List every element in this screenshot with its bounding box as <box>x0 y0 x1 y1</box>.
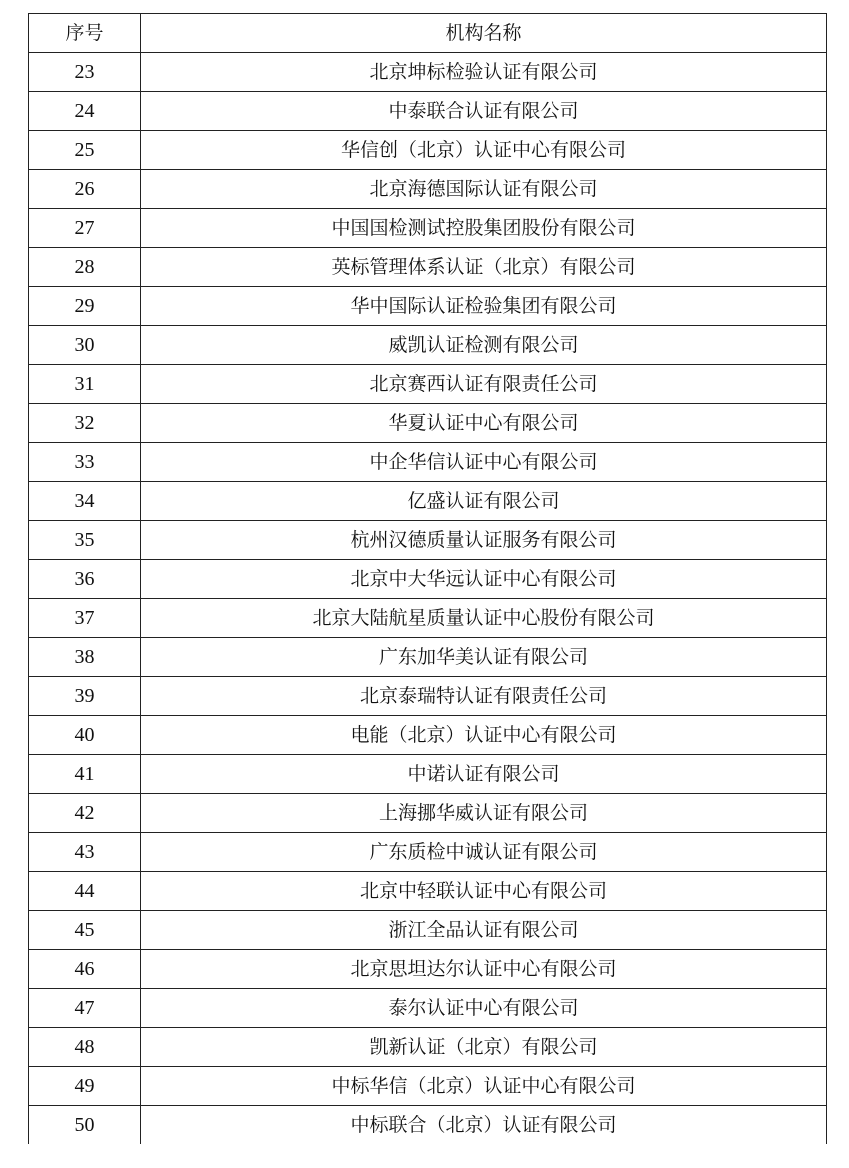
row-institution-name: 北京坤标检验认证有限公司 <box>141 53 827 92</box>
row-number: 43 <box>29 833 141 872</box>
row-institution-name: 亿盛认证有限公司 <box>141 482 827 521</box>
row-institution-name: 凯新认证（北京）有限公司 <box>141 1028 827 1067</box>
row-number: 29 <box>29 287 141 326</box>
row-institution-name: 中企华信认证中心有限公司 <box>141 443 827 482</box>
row-number: 35 <box>29 521 141 560</box>
row-institution-name: 威凯认证检测有限公司 <box>141 326 827 365</box>
row-number: 48 <box>29 1028 141 1067</box>
row-institution-name: 北京中大华远认证中心有限公司 <box>141 560 827 599</box>
row-institution-name: 中诺认证有限公司 <box>141 755 827 794</box>
table-row <box>29 170 827 209</box>
row-number: 39 <box>29 677 141 716</box>
header-serial-number: 序号 <box>29 14 141 53</box>
table-row <box>29 560 827 599</box>
row-number: 49 <box>29 1067 141 1106</box>
table-row <box>29 716 827 755</box>
table-row <box>29 755 827 794</box>
row-number: 36 <box>29 560 141 599</box>
row-number: 40 <box>29 716 141 755</box>
table-row <box>29 833 827 872</box>
row-institution-name: 中标联合（北京）认证有限公司 <box>141 1106 827 1145</box>
table-row <box>29 911 827 950</box>
row-institution-name: 北京赛西认证有限责任公司 <box>141 365 827 404</box>
table-row <box>29 599 827 638</box>
table-row <box>29 92 827 131</box>
table-row <box>29 1106 827 1145</box>
row-number: 41 <box>29 755 141 794</box>
row-number: 25 <box>29 131 141 170</box>
row-number: 45 <box>29 911 141 950</box>
row-institution-name: 上海挪华威认证有限公司 <box>141 794 827 833</box>
table-row <box>29 53 827 92</box>
row-number: 44 <box>29 872 141 911</box>
table-header-row <box>29 14 827 53</box>
institution-table-container <box>28 13 826 1144</box>
table-body <box>29 53 827 1145</box>
row-number: 31 <box>29 365 141 404</box>
row-institution-name: 华信创（北京）认证中心有限公司 <box>141 131 827 170</box>
row-institution-name: 中标华信（北京）认证中心有限公司 <box>141 1067 827 1106</box>
table-row <box>29 521 827 560</box>
row-institution-name: 电能（北京）认证中心有限公司 <box>141 716 827 755</box>
table-row <box>29 872 827 911</box>
table-row <box>29 248 827 287</box>
row-institution-name: 北京思坦达尔认证中心有限公司 <box>141 950 827 989</box>
table-row <box>29 365 827 404</box>
row-institution-name: 华中国际认证检验集团有限公司 <box>141 287 827 326</box>
row-institution-name: 北京中轻联认证中心有限公司 <box>141 872 827 911</box>
row-number: 50 <box>29 1106 141 1145</box>
row-institution-name: 北京大陆航星质量认证中心股份有限公司 <box>141 599 827 638</box>
table-row <box>29 1067 827 1106</box>
row-institution-name: 中泰联合认证有限公司 <box>141 92 827 131</box>
table-row <box>29 131 827 170</box>
row-institution-name: 广东质检中诚认证有限公司 <box>141 833 827 872</box>
row-institution-name: 北京海德国际认证有限公司 <box>141 170 827 209</box>
table-row <box>29 443 827 482</box>
table-row <box>29 638 827 677</box>
table-row <box>29 794 827 833</box>
table-row <box>29 677 827 716</box>
institution-table <box>28 13 827 1144</box>
row-institution-name: 中国国检测试控股集团股份有限公司 <box>141 209 827 248</box>
row-number: 32 <box>29 404 141 443</box>
row-number: 37 <box>29 599 141 638</box>
table-row <box>29 209 827 248</box>
table-row <box>29 482 827 521</box>
row-number: 24 <box>29 92 141 131</box>
table-row <box>29 287 827 326</box>
row-number: 34 <box>29 482 141 521</box>
table-row <box>29 950 827 989</box>
row-number: 28 <box>29 248 141 287</box>
row-number: 38 <box>29 638 141 677</box>
header-institution-name: 机构名称 <box>141 14 827 53</box>
row-number: 30 <box>29 326 141 365</box>
table-row <box>29 989 827 1028</box>
row-institution-name: 广东加华美认证有限公司 <box>141 638 827 677</box>
row-number: 46 <box>29 950 141 989</box>
row-institution-name: 杭州汉德质量认证服务有限公司 <box>141 521 827 560</box>
table-row <box>29 1028 827 1067</box>
row-institution-name: 华夏认证中心有限公司 <box>141 404 827 443</box>
row-number: 26 <box>29 170 141 209</box>
row-institution-name: 泰尔认证中心有限公司 <box>141 989 827 1028</box>
row-number: 23 <box>29 53 141 92</box>
table-row <box>29 326 827 365</box>
table-row <box>29 404 827 443</box>
row-number: 27 <box>29 209 141 248</box>
row-number: 47 <box>29 989 141 1028</box>
row-number: 42 <box>29 794 141 833</box>
row-institution-name: 北京泰瑞特认证有限责任公司 <box>141 677 827 716</box>
row-institution-name: 浙江全品认证有限公司 <box>141 911 827 950</box>
row-number: 33 <box>29 443 141 482</box>
row-institution-name: 英标管理体系认证（北京）有限公司 <box>141 248 827 287</box>
